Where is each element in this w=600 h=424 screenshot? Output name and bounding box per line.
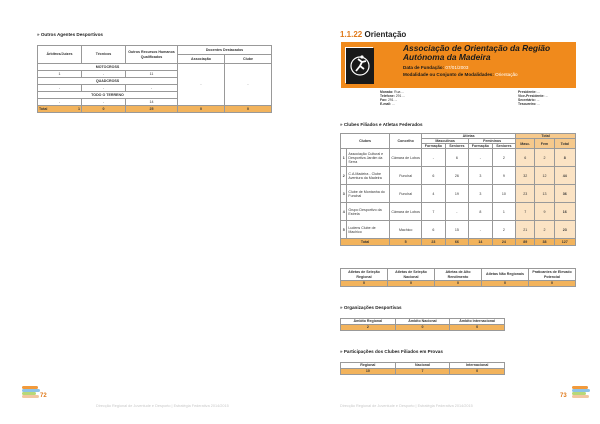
club-concelho: Funchal [390, 185, 422, 203]
table-cell: 6 [445, 149, 468, 167]
table-cell: 38 [535, 239, 554, 246]
table-cell: - [82, 71, 126, 78]
club-name: Associação Cultural e Desportiva Jardim da Serra [347, 149, 390, 167]
contact-label: Secretário: [518, 98, 536, 103]
table-cell: 3 [469, 167, 492, 185]
table-cell: 26 [445, 167, 468, 185]
table-cell: 8 [469, 203, 492, 221]
header-tot: Total [554, 139, 575, 149]
contact-label: Vice-Presidente: [518, 94, 545, 99]
header-masc: Masc. [516, 139, 535, 149]
table-cell: - [126, 85, 178, 92]
header-docentes: Docentes Destacados [178, 46, 272, 55]
table-row [341, 203, 576, 221]
table-cell: - [38, 85, 82, 92]
table-cell: 7 [395, 369, 450, 375]
docentes-associacao-value: - [178, 64, 225, 106]
contact-right [518, 90, 548, 106]
contact-label: Presidente: [518, 90, 537, 94]
table-cell: 23 [554, 221, 575, 239]
table-cell [38, 106, 82, 113]
header-clubes: Clubes [341, 134, 390, 149]
header-associacao: Associação [178, 55, 225, 64]
table-cell: 6 [422, 221, 445, 239]
contact-label: Fax: [380, 98, 387, 103]
header-atletas-selecao-nacional: Atletas de Seleção Nacional [388, 269, 435, 281]
header-outros-recursos: Outros Recursos Humanos Qualificados [126, 46, 178, 64]
contact-value: ... [537, 102, 541, 107]
header-masculinos: Masculinos [422, 139, 469, 144]
stripe [22, 395, 39, 398]
title-number: 1.1.22 [340, 30, 363, 39]
organizacoes-table [340, 318, 505, 331]
page-title [340, 30, 406, 39]
table-cell: 6 [422, 167, 445, 185]
header-atletas-selecao-regional: Atletas de Seleção Regional [341, 269, 388, 281]
table-cell: 4 [422, 185, 445, 203]
right-page [300, 0, 600, 424]
table-cell: 15 [445, 221, 468, 239]
table-cell: 0 [395, 325, 450, 331]
header-nacional: Nacional [395, 363, 450, 369]
header-formacao: Formação [469, 144, 492, 149]
table-cell: 89 [516, 239, 535, 246]
table-cell: 23 [516, 185, 535, 203]
table-cell: - [38, 99, 82, 106]
table-row [341, 167, 576, 185]
header-clube: Clube [225, 55, 272, 64]
table-cell: 127 [554, 239, 575, 246]
table-cell: - [422, 149, 445, 167]
contact-label: E-mail: [380, 102, 392, 107]
table-cell: 0 [450, 325, 505, 331]
club-number: 2 [341, 167, 347, 185]
table-cell: 0 [388, 281, 435, 287]
club-name: Clube de Montanha do Funchal [347, 185, 390, 203]
founded-value: 07/01/2003 [445, 65, 469, 70]
contact-value: 291 ... [395, 94, 406, 99]
founded-line [403, 65, 468, 70]
table-cell: 21 [516, 221, 535, 239]
table-cell: - [82, 85, 126, 92]
table-cell: 7 [516, 203, 535, 221]
club-concelho: Câmara de Lobos [390, 149, 422, 167]
association-name-line1: Associação de Orientação da Região [403, 43, 551, 53]
club-number: 4 [341, 203, 347, 221]
table-cell: 2 [535, 221, 554, 239]
table-cell: 44 [554, 167, 575, 185]
header-seniores: Seniores [445, 144, 468, 149]
header-ambito-regional: Âmbito Regional [341, 319, 396, 325]
table-cell: 0 [341, 281, 388, 287]
contact-value: ... [392, 102, 396, 107]
total-label: Total [341, 239, 390, 246]
table-cell: 36 [554, 185, 575, 203]
club-name: Ludens Clube de Machico [347, 221, 390, 239]
total-label: Total [39, 106, 48, 111]
table-cell: 0 [178, 106, 225, 113]
association-name-line2: Autónoma da Madeira [403, 51, 491, 62]
header-concelho: Concelho [390, 134, 422, 149]
modality-label: Modalidade ou Conjunto de Modalidades: [403, 72, 494, 77]
modality-value: Orientação [495, 72, 518, 77]
table-cell: 19 [445, 185, 468, 203]
header-seniores: Seniores [492, 144, 516, 149]
section-title-organizacoes: » Organizações Desportivas [340, 305, 402, 310]
table-row [341, 149, 576, 167]
club-name: Grupo Desportivo da Estrela [347, 203, 390, 221]
table-row [341, 221, 576, 239]
header-regional: Regional [341, 363, 396, 369]
club-number: 3 [341, 185, 347, 203]
clubes-table [340, 133, 576, 246]
table-cell: 1 [492, 203, 516, 221]
association-logo [345, 47, 373, 83]
contact-line [380, 102, 405, 106]
table-cell: 7 [422, 203, 445, 221]
header-praticantes-elevado-potencial: Praticantes de Elevado Potencial [529, 269, 576, 281]
header-internacional: Internacional [450, 363, 505, 369]
title-text: Orientação [364, 30, 407, 39]
page-number: 72 [40, 393, 47, 399]
header-atletas-nao-regionais: Atletas Não Regionais [482, 269, 529, 281]
table-cell: - [469, 221, 492, 239]
association-banner [341, 42, 576, 88]
contact-value: ... [537, 90, 541, 94]
table-cell: 0 [482, 281, 529, 287]
table-cell: 0 [435, 281, 482, 287]
founded-label: Data de Fundação: [403, 65, 445, 70]
table-cell: - [469, 149, 492, 167]
section-title-clubes: » Clubes Filiados e Atletas Federados [340, 122, 423, 127]
contact-value: 291 ... [387, 98, 398, 103]
table-cell: - [82, 99, 126, 106]
table-cell: 8 [554, 149, 575, 167]
stripes-decoration [572, 386, 590, 400]
table-cell: 32 [516, 167, 535, 185]
docentes-clube-value: - [225, 64, 272, 106]
table-cell: 1 [38, 71, 82, 78]
header-total: Total [516, 134, 576, 139]
header-atletas-alto-rendimento: Atletas de Alto Rendimento [435, 269, 482, 281]
table-cell: 66 [445, 239, 468, 246]
header-arbitros: Árbitros/Juízes [38, 46, 82, 64]
table-cell: 9 [535, 203, 554, 221]
table-cell: 10 [341, 369, 396, 375]
section-title-outros-agentes: » Outros Agentes Desportivos [37, 32, 103, 37]
header-tecnicos: Técnicos [82, 46, 126, 64]
runner-icon [346, 48, 374, 84]
table-cell: 23 [422, 239, 445, 246]
header-fem: Fem [535, 139, 554, 149]
table-cell: 6 [516, 149, 535, 167]
stripes-decoration [22, 386, 40, 400]
table-cell: 25 [126, 106, 178, 113]
participacoes-table [340, 362, 505, 375]
table-cell: 0 [82, 106, 126, 113]
total-clubs-count: 5 [390, 239, 422, 246]
modality-line [403, 72, 518, 77]
contact-value: ... [536, 98, 540, 103]
table-cell: 14 [469, 239, 492, 246]
association-name [403, 44, 550, 62]
table-cell: - [445, 203, 468, 221]
table-cell: 24 [492, 239, 516, 246]
table-cell: 10 [492, 185, 516, 203]
header-femininos: Femininos [469, 139, 516, 144]
clubes-total-row [341, 239, 576, 246]
club-name: C.A.Madeira - Clube Aventura da Madeira [347, 167, 390, 185]
table-cell: 0 [529, 281, 576, 287]
table-cell: 16 [554, 203, 575, 221]
table-cell: 2 [341, 325, 396, 331]
group-motocross: MOTOCROSS [38, 64, 178, 71]
table-row [341, 185, 576, 203]
stripe [572, 395, 589, 398]
contact-label: Telefone: [380, 94, 395, 99]
header-atletas: Atletas [422, 134, 516, 139]
header-formacao: Formação [422, 144, 445, 149]
table-cell: 13 [535, 185, 554, 203]
group-quadcross: QUADCROSS [38, 78, 178, 85]
club-concelho: Machico [390, 221, 422, 239]
table-cell: 3 [469, 185, 492, 203]
header-ambito-nacional: Âmbito Nacional [395, 319, 450, 325]
contact-label: Tesoureiro: [518, 102, 537, 107]
contact-left [380, 90, 405, 106]
table-cell: 0 [225, 106, 272, 113]
table-cell: 2 [535, 149, 554, 167]
table-cell: 2 [492, 221, 516, 239]
page-number: 73 [560, 393, 567, 399]
contact-value: ... [545, 94, 549, 99]
footer-text: Direcção Regional de Juventude e Desporto | Estratégia Federativa 2014/2015 [96, 404, 229, 408]
table-cell: 11 [126, 71, 178, 78]
group-todo-terreno: TODO O TERRENO [38, 92, 178, 99]
table-cell: 14 [126, 99, 178, 106]
contact-line [518, 102, 548, 106]
table-cell: 2 [492, 149, 516, 167]
total-value: 1 [78, 106, 80, 111]
table-cell: 12 [535, 167, 554, 185]
club-number: 1 [341, 149, 347, 167]
club-number: 5 [341, 221, 347, 239]
section-title-participacoes: » Participações dos Clubes Filiados em Provas [340, 349, 443, 354]
contact-label: Morada: [380, 90, 394, 94]
header-ambito-internacional: Âmbito Internacional [450, 319, 505, 325]
atletas-table [340, 268, 576, 287]
club-concelho: Funchal [390, 167, 422, 185]
table-cell: 9 [492, 167, 516, 185]
outros-agentes-table [37, 45, 272, 113]
club-concelho: Câmara de Lobos [390, 203, 422, 221]
table-cell: 0 [450, 369, 505, 375]
footer-text: Direcção Regional de Juventude e Desporto | Estratégia Federativa 2014/2015 [340, 404, 473, 408]
contact-value: Rua ... [394, 90, 405, 94]
total-row [38, 106, 272, 113]
